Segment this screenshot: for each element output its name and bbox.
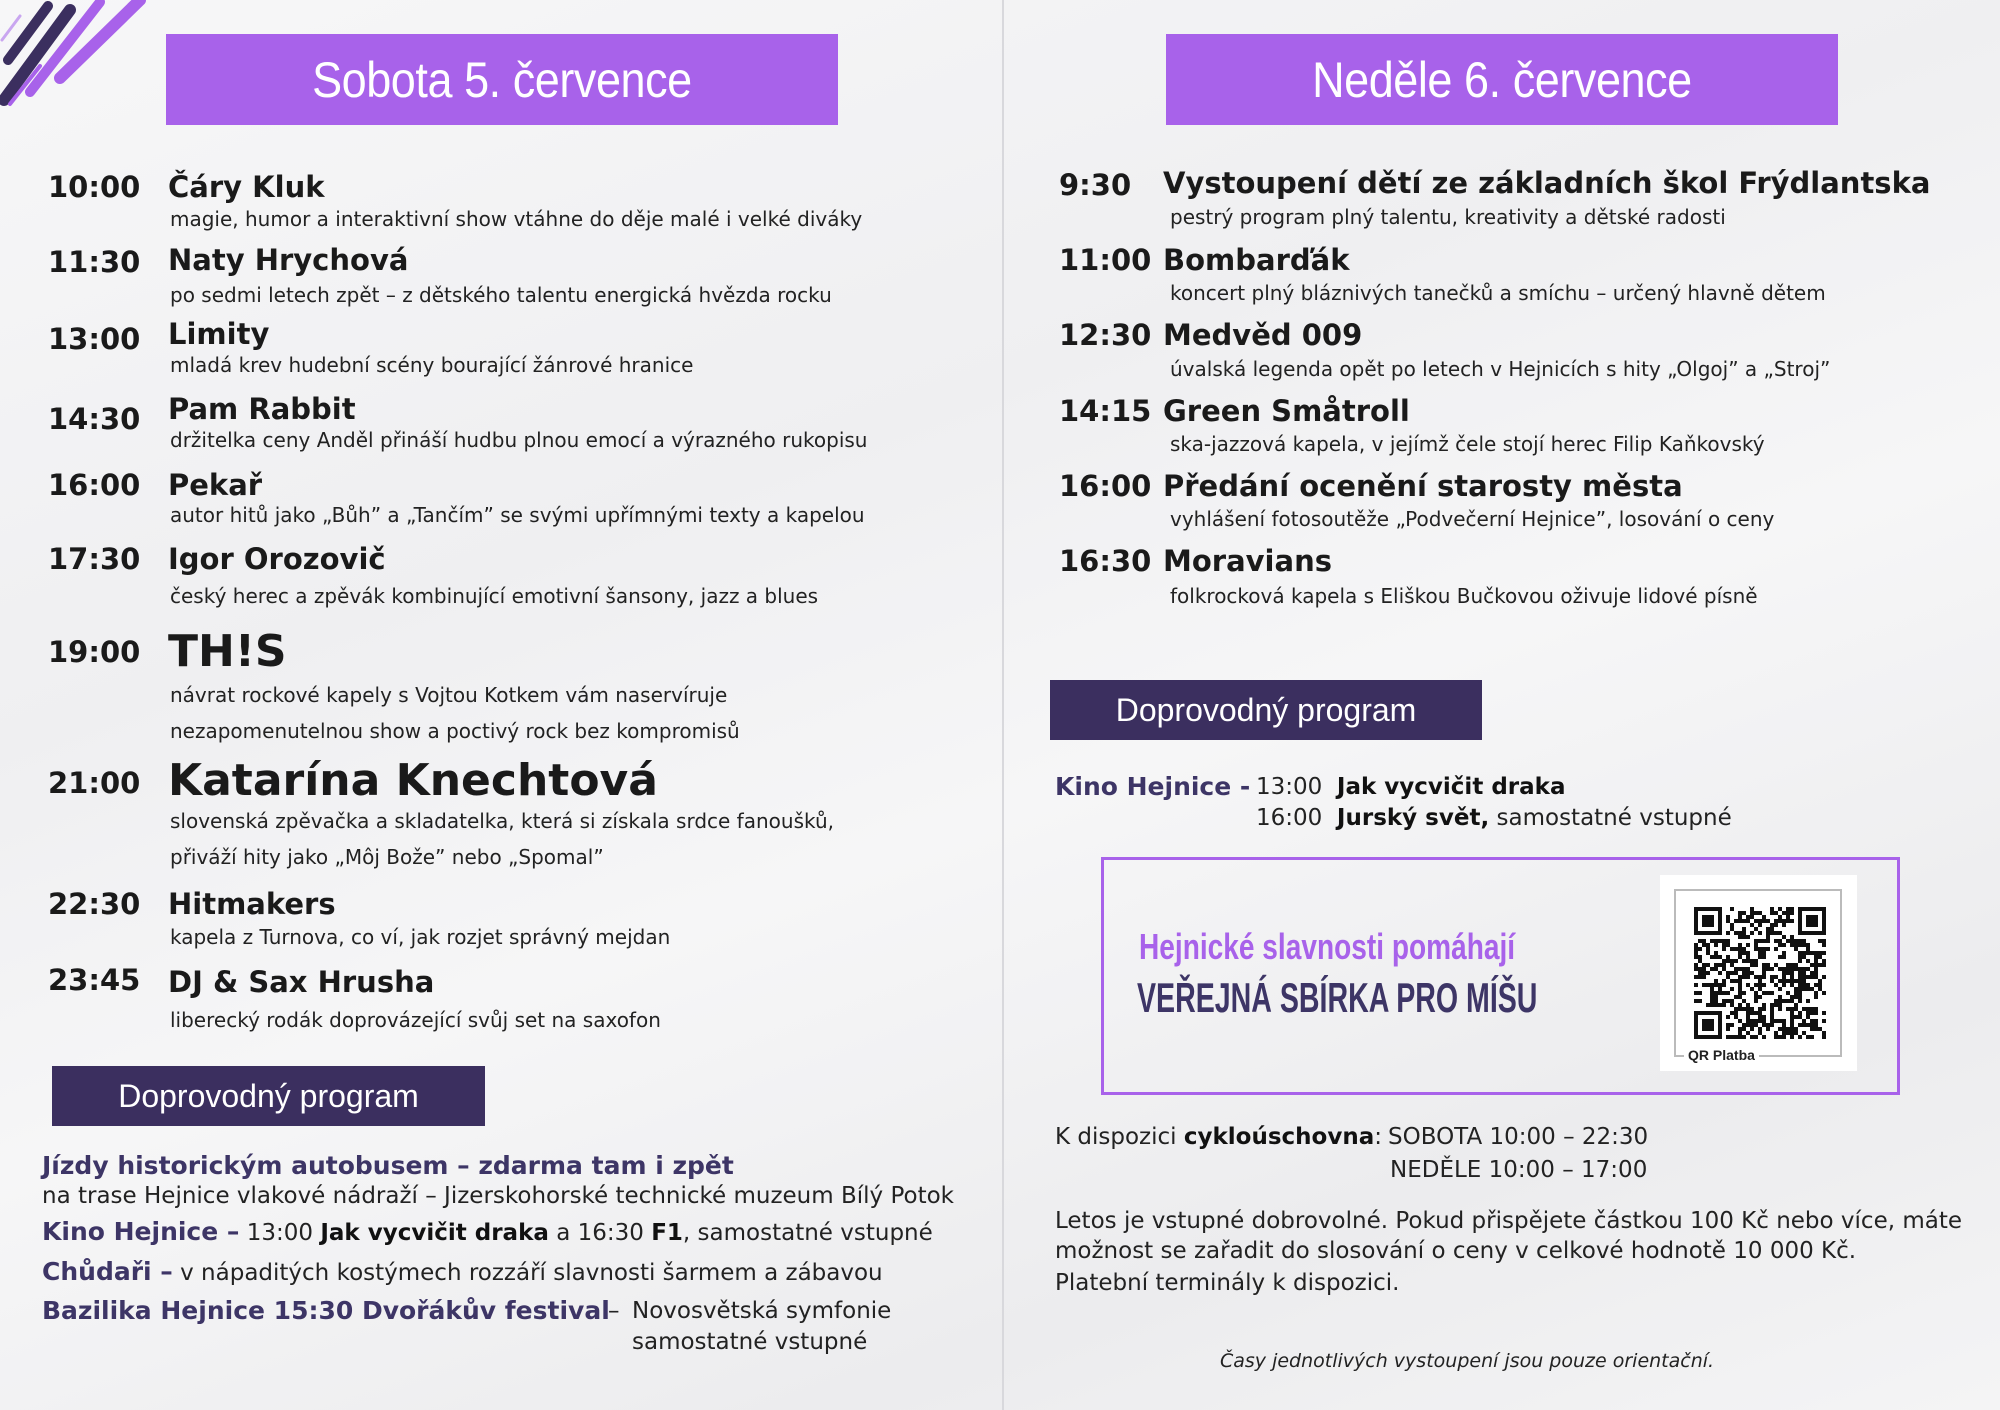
event-time: 9:30: [1059, 168, 1132, 202]
event-name: Bombarďák: [1163, 243, 1350, 277]
qr-label: QR Platba: [1684, 1047, 1759, 1063]
entry-line-1: Letos je vstupné dobrovolné. Pokud přispějete částkou 100 Kč nebo více, máte: [1055, 1208, 1963, 1234]
event-description: pestrý program plný talentu, kreativity a dětské radosti: [1170, 205, 1726, 229]
event-time: 16:00: [48, 468, 141, 502]
event-description: ska-jazzová kapela, v jejímž čele stojí herec Filip Kaňkovský: [1170, 432, 1765, 456]
charity-line-1: Hejnické slavnosti pomáhají: [1139, 926, 1516, 967]
event-description: liberecký rodák doprovázející svůj set na saxofon: [170, 1008, 661, 1032]
kino-sunday-label: Kino Hejnice -: [1055, 772, 1251, 801]
event-time: 13:00: [48, 322, 141, 356]
event-description: český herec a zpěvák kombinující emotivní šansony, jazz a blues: [170, 584, 819, 608]
event-time: 16:30: [1059, 544, 1152, 578]
bazilika-dash: –: [608, 1298, 620, 1324]
event-description: folkrocková kapela s Eliškou Bučkovou oživuje lidové písně: [1170, 584, 1758, 608]
kino-saturday: Kino Hejnice – 13:00 Jak vycvičit draka a 16:30 F1, samostatné vstupné: [42, 1217, 933, 1246]
entry-line-2: možnost se zařadit do slosování o ceny v celkové hodnotě 10 000 Kč.: [1055, 1238, 1857, 1264]
bike-storage: K dispozici cykloúschovna:: [1055, 1124, 1382, 1150]
event-name: Hitmakers: [168, 887, 336, 921]
event-description: mladá krev hudební scény bourající žánrové hranice: [170, 353, 694, 377]
event-description: autor hitů jako „Bůh” a „Tančím” se svými upřímnými texty a kapelou: [170, 503, 865, 527]
event-time: 14:15: [1059, 394, 1152, 428]
event-time: 17:30: [48, 542, 141, 576]
entry-line-3: Platební terminály k dispozici.: [1055, 1270, 1400, 1296]
event-time: 19:00: [48, 635, 141, 669]
bike-sunday-hours: NEDĚLE 10:00 – 17:00: [1390, 1157, 1648, 1183]
sunday-side-program-header: Doprovodný program: [1050, 680, 1482, 740]
event-name: DJ & Sax Hrusha: [168, 965, 435, 999]
event-description: koncert plný bláznivých tanečků a smíchu – určený hlavně dětem: [1170, 281, 1826, 305]
event-description: úvalská legenda opět po letech v Hejnicích s hity „Olgoj” a „Stroj”: [1170, 357, 1831, 381]
event-description: slovenská zpěvačka a skladatelka, která si získala srdce fanoušků,: [170, 809, 834, 833]
event-time: 23:45: [48, 963, 141, 997]
qr-payment[interactable]: [1660, 875, 1857, 1071]
event-name: Vystoupení dětí ze základních škol Frýdlantska: [1163, 166, 1931, 200]
bike-saturday-hours: SOBOTA 10:00 – 22:30: [1388, 1124, 1649, 1150]
event-description: kapela z Turnova, co ví, jak rozjet správný mejdan: [170, 925, 671, 949]
event-name: Pam Rabbit: [168, 392, 356, 426]
event-name: Pekař: [168, 468, 263, 502]
event-name: TH!S: [168, 626, 287, 677]
kino-sunday-1: 13:00 Jak vycvičit draka: [1256, 774, 1566, 800]
event-time: 10:00: [48, 170, 141, 204]
event-description: vyhlášení fotosoutěže „Podvečerní Hejnice”, losování o ceny: [1170, 507, 1775, 531]
event-name: Igor Orozovič: [168, 542, 386, 576]
event-time: 11:30: [48, 245, 141, 279]
saturday-header: Sobota 5. července: [166, 34, 838, 125]
event-time: 14:30: [48, 402, 141, 436]
event-name: Čáry Kluk: [168, 170, 325, 204]
event-name: Green Småtroll: [1163, 394, 1410, 428]
saturday-side-program-header: Doprovodný program: [52, 1066, 485, 1126]
bazilika-desc: Novosvětská symfonie: [632, 1298, 892, 1324]
footer-note: Časy jednotlivých vystoupení jsou pouze orientační.: [1220, 1350, 1715, 1372]
bazilika-desc-2: samostatné vstupné: [632, 1329, 868, 1355]
event-description: magie, humor a interaktivní show vtáhne do děje malé i velké diváky: [170, 207, 863, 231]
event-description: nezapomenutelnou show a poctivý rock bez kompromisů: [170, 719, 740, 743]
event-description: po sedmi letech zpět – z dětského talentu energická hvězda rocku: [170, 283, 832, 307]
event-time: 22:30: [48, 887, 141, 921]
event-name: Katarína Knechtová: [168, 755, 658, 806]
event-name: Naty Hrychová: [168, 243, 409, 277]
event-name: Limity: [168, 317, 270, 351]
event-name: Předání ocenění starosty města: [1163, 469, 1683, 503]
qr-code: [1694, 907, 1826, 1039]
decorative-stripes-logo: [0, 0, 150, 110]
sunday-header: Neděle 6. července: [1166, 34, 1838, 125]
event-name: Medvěd 009: [1163, 318, 1363, 352]
event-time: 21:00: [48, 766, 141, 800]
event-description: držitelka ceny Anděl přináší hudbu plnou emocí a výrazného rukopisu: [170, 428, 868, 452]
bazilika-title: Bazilika Hejnice 15:30 Dvořákův festival: [42, 1296, 610, 1325]
event-description: přiváží hity jako „Môj Bože” nebo „Spomal”: [170, 845, 604, 869]
kino-sunday-2: 16:00 Jurský svět, samostatné vstupné: [1256, 805, 1732, 831]
bus-desc: na trase Hejnice vlakové nádraží – Jizerskohorské technické muzeum Bílý Potok: [42, 1183, 954, 1209]
event-time: 11:00: [1059, 243, 1152, 277]
charity-line-2: VEŘEJNÁ SBÍRKA PRO MÍŠU: [1137, 974, 1538, 1021]
chudari: Chůdaři – v nápaditých kostýmech rozzáří slavnosti šarmem a zábavou: [42, 1257, 883, 1286]
column-divider: [1002, 0, 1004, 1410]
event-time: 12:30: [1059, 318, 1152, 352]
event-description: návrat rockové kapely s Vojtou Kotkem vám naservíruje: [170, 683, 728, 707]
event-time: 16:00: [1059, 469, 1152, 503]
bus-title: Jízdy historickým autobusem – zdarma tam i zpět: [42, 1151, 734, 1180]
event-name: Moravians: [1163, 544, 1332, 578]
